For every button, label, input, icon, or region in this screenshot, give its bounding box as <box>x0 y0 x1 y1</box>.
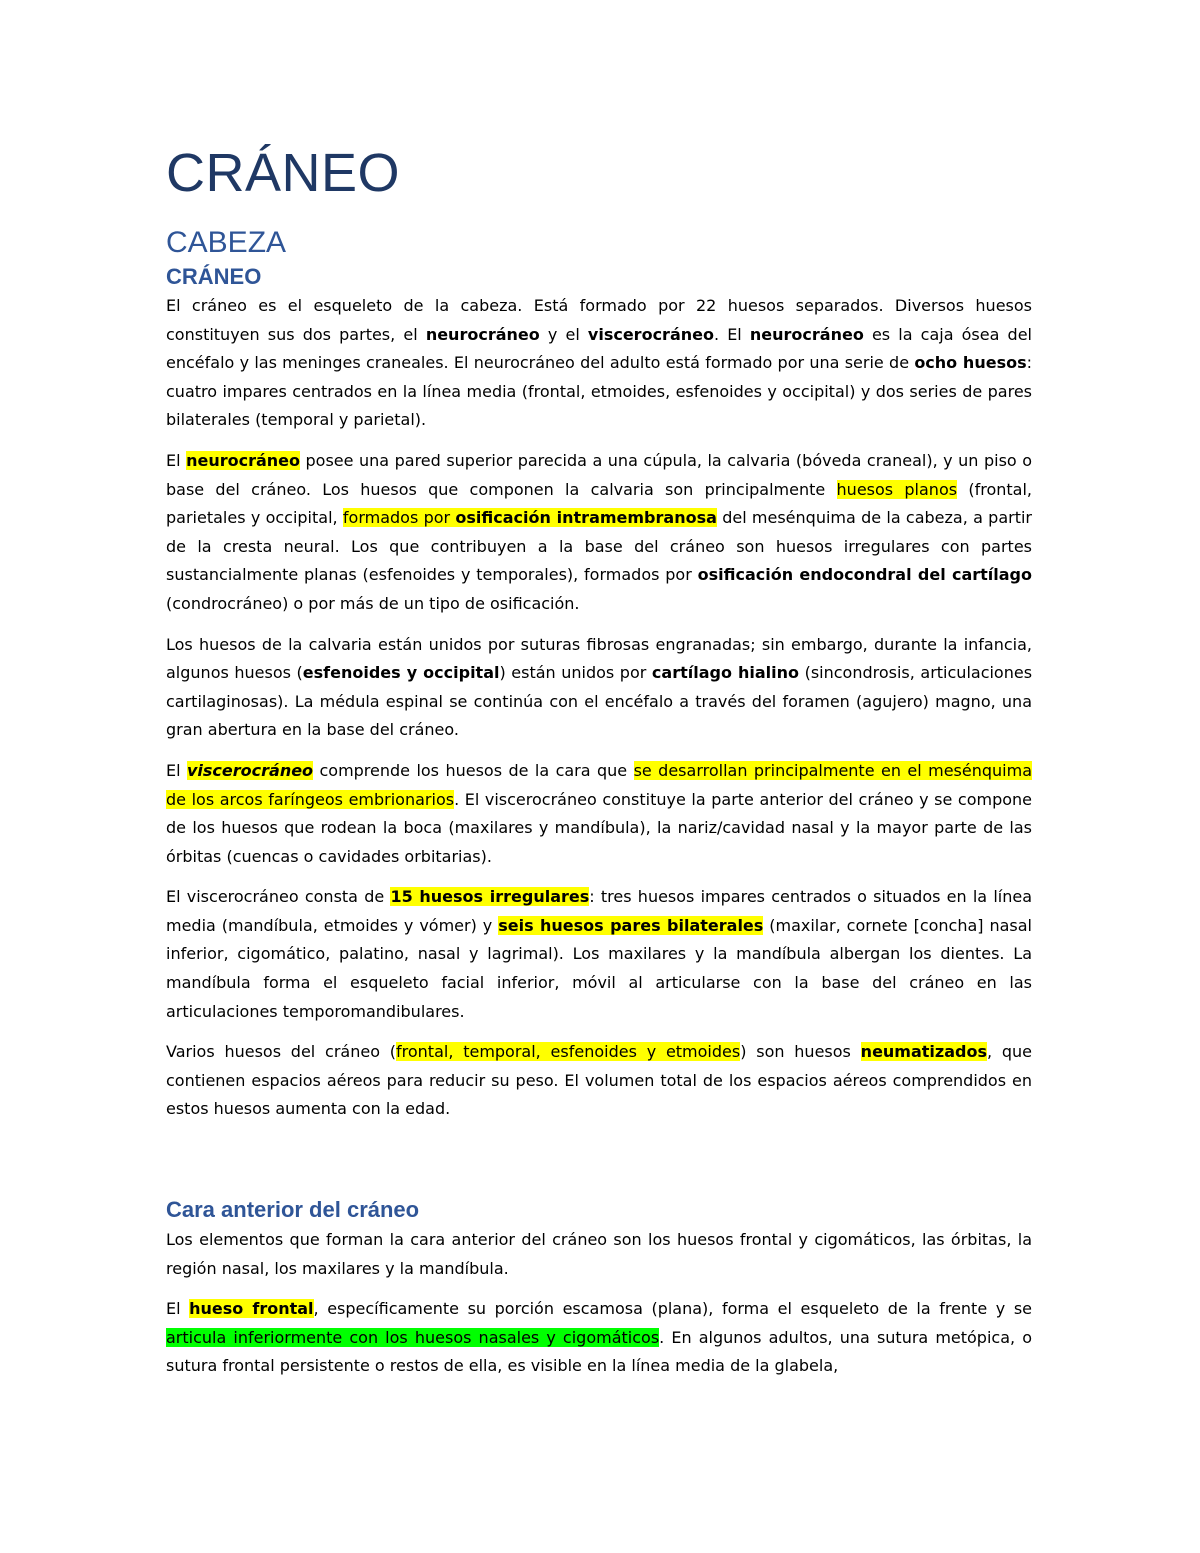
document-content <box>166 140 1032 1393</box>
paragraph-5: El viscerocráneo consta de 15 huesos irregulares: tres huesos impares centrados o situados en la línea media (mandíbula, etmoides y vómer) y seis huesos pares bilaterales (maxilar, cornete [concha] nasal inferior, cigomático, palatino, nasal y lagrimal). Los maxilares y la mandíbula albergan los dientes. La mandíbula forma el esqueleto facial inferior, móvil al articularse con la base del cráneo en las articulaciones temporomandibulares. <box>166 887 1033 1021</box>
paragraph-2: El neurocráneo posee una pared superior parecida a una cúpula, la calvaria (bóveda craneal), y un piso o base del cráneo. Los huesos que componen la calvaria son principalmente huesos planos (frontal, parietales y occipital, formados por osificación intramembranosa del mesénquima de la cabeza, a partir de la cresta neural. Los que contribuyen a la base del cráneo son huesos irregulares con partes sustancialmente planas (esfenoides y temporales), formados por osificación endocondral del cartílago (condrocráneo) o por más de un tipo de osificación. <box>166 450 1033 613</box>
heading-craneo: CRÁNEO <box>166 264 262 289</box>
heading-cabeza: CABEZA <box>166 226 287 259</box>
paragraph-7: Los elementos que forman la cara anterior del cráneo son los huesos frontal y cigomáticos, las órbitas, la región nasal, los maxilares y la mandíbula. <box>166 1230 1032 1278</box>
paragraph-8: El hueso frontal, específicamente su porción escamosa (plana), forma el esqueleto de la frente y se articula inferiormente con los huesos nasales y cigomáticos. En algunos adultos, una sutura metópica, o sutura frontal persistente o restos de ella, es visible en la línea media de la glabela, <box>166 1299 1032 1376</box>
document-title: CRÁNEO <box>166 143 401 203</box>
paragraph-4: El viscerocráneo comprende los huesos de la cara que se desarrollan principalmente en el mesénquima de los arcos faríngeos embrionarios. El viscerocráneo constituye la parte anterior del cráneo y se compone de los huesos que rodean la boca (maxilares y mandíbula), la nariz/cavidad nasal y la mayor parte de las órbitas (cuencas o cavidades orbitarias). <box>166 760 1032 866</box>
heading-cara-anterior: Cara anterior del cráneo <box>166 1197 420 1223</box>
paragraph-1: El cráneo es el esqueleto de la cabeza. Está formado por 22 huesos separados. Diversos huesos constituyen sus dos partes, el neurocráneo y el viscerocráneo. El neurocráneo es la caja ósea del encéfalo y las meninges craneales. El neurocráneo del adulto está formado por una serie de ocho huesos: cuatro impares centrados en la línea media (frontal, etmoides, esfenoides y occipital) y dos series de pares bilaterales (temporal y parietal). <box>166 296 1033 430</box>
paragraph-6: Varios huesos del cráneo (frontal, temporal, esfenoides y etmoides) son huesos neumatizados, que contienen espacios aéreos para reducir su peso. El volumen total de los espacios aéreos comprendidos en estos huesos aumenta con la edad. <box>166 1042 1032 1119</box>
paragraph-3: Los huesos de la calvaria están unidos por suturas fibrosas engranadas; sin embargo, durante la infancia, algunos huesos (esfenoides y occipital) están unidos por cartílago hialino (sincondrosis, articulaciones cartilaginosas). La médula espinal se continúa con el encéfalo a través del foramen (agujero) magno, una gran abertura en la base del cráneo. <box>166 634 1033 740</box>
